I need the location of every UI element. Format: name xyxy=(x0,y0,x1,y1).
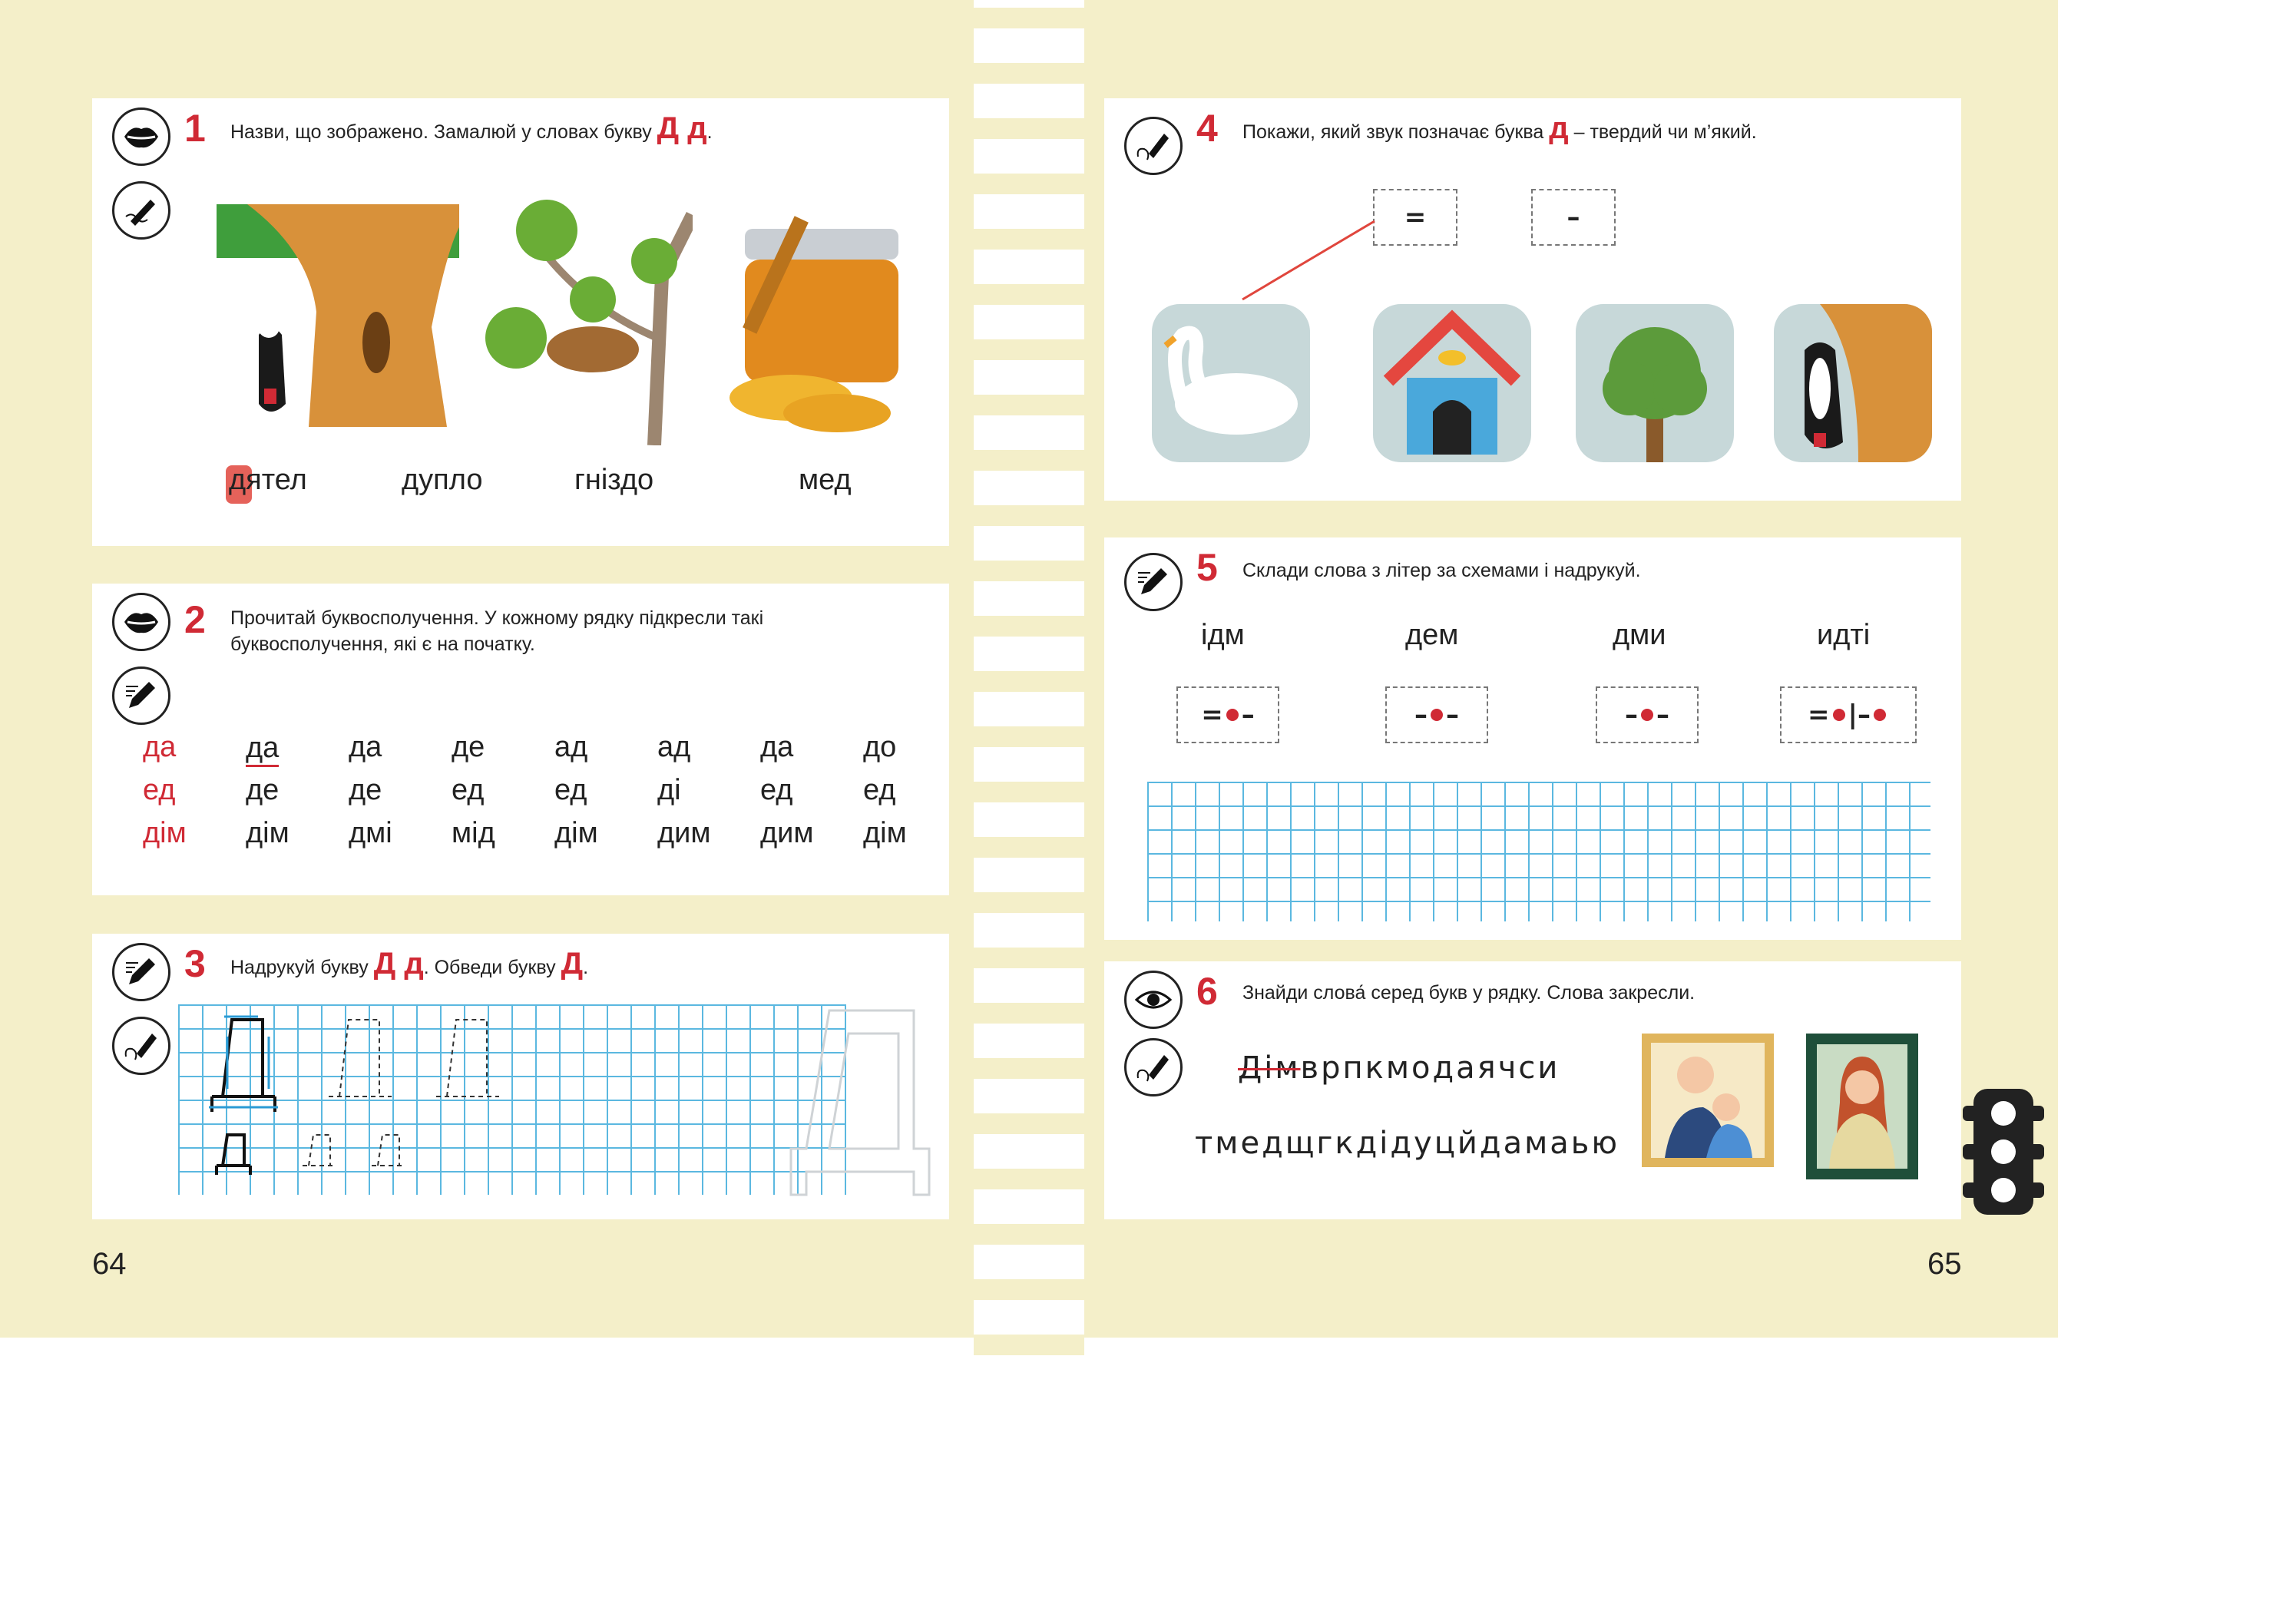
highlight-letters: Д д xyxy=(373,947,424,981)
exercise-2-card xyxy=(92,584,949,895)
sound-scheme: – – xyxy=(1385,686,1488,743)
instruction-line: Прочитай буквосполучення. У кожному рядку підкресли такі xyxy=(230,607,764,629)
syllable-cell[interactable]: ад xyxy=(554,731,588,763)
sound-scheme: = |– xyxy=(1780,686,1917,743)
syllable-cell[interactable]: дим xyxy=(657,817,711,849)
exercise-4-card xyxy=(1104,98,1961,501)
binding-stripe xyxy=(974,284,1084,305)
binding-stripe xyxy=(974,1169,1084,1189)
syllable-cell[interactable]: де xyxy=(452,731,485,763)
syllable-cell[interactable]: дмі xyxy=(349,817,392,849)
highlight-letter: д xyxy=(1549,111,1569,145)
syllable-cell[interactable]: дим xyxy=(760,817,814,849)
oak-tree-picture[interactable] xyxy=(1576,304,1734,462)
syllable-cell[interactable]: де xyxy=(349,774,382,806)
syllable-cell[interactable]: дім xyxy=(863,817,907,849)
pen-trace-icon xyxy=(1124,1038,1183,1096)
scheme-word: дми xyxy=(1613,619,1666,651)
binding-stripe xyxy=(974,229,1084,250)
woodpecker-tree-picture xyxy=(217,204,459,427)
sample-syllable: ед xyxy=(143,774,176,806)
binding-stripe xyxy=(974,561,1084,581)
exercise-number: 3 xyxy=(184,942,206,985)
sample-syllable: да xyxy=(143,731,177,763)
page-number-left: 64 xyxy=(92,1247,127,1281)
page-binding xyxy=(974,0,1084,1338)
letter-sample-strokes xyxy=(178,1004,846,1195)
binding-stripe xyxy=(974,1058,1084,1079)
binding-stripe xyxy=(974,1003,1084,1024)
exercise-number: 1 xyxy=(184,107,206,150)
exercise-6-card xyxy=(1104,961,1961,1219)
binding-stripe xyxy=(974,505,1084,526)
binding-stripe xyxy=(974,450,1084,471)
page-number-right: 65 xyxy=(1927,1247,1962,1281)
highlight-letters: Д д xyxy=(657,111,707,145)
instruction-text: – твердий чи м’який. xyxy=(1573,121,1757,143)
syllable-cell[interactable]: мід xyxy=(452,817,495,849)
instruction-dot: . xyxy=(583,957,589,978)
scheme-word: идті xyxy=(1817,619,1871,651)
eye-icon xyxy=(1124,971,1183,1029)
doghouse-picture[interactable] xyxy=(1373,304,1531,462)
syllable-cell[interactable]: до xyxy=(863,731,897,763)
binding-stripe xyxy=(974,339,1084,360)
grandpa-boy-portrait xyxy=(1642,1034,1774,1167)
binding-stripe xyxy=(974,616,1084,637)
syllable-table xyxy=(92,584,949,895)
sample-syllable: дім xyxy=(143,817,187,849)
exercise-instruction xyxy=(230,111,713,145)
picture-word: мед xyxy=(799,464,852,496)
exercise-number: 5 xyxy=(1196,546,1218,589)
binding-stripe xyxy=(974,671,1084,692)
binding-stripe xyxy=(974,1224,1084,1245)
syllable-cell[interactable]: да xyxy=(349,731,382,763)
picture-word: дупло xyxy=(402,464,483,496)
exercise-1-card xyxy=(92,98,949,546)
syllable-cell[interactable]: дім xyxy=(246,817,289,849)
struck-word[interactable]: Дім xyxy=(1238,1050,1301,1086)
traffic-light-icon xyxy=(1963,1089,2044,1215)
instruction-line: буквосполучення, які є на початку. xyxy=(230,633,535,655)
lips-icon xyxy=(112,107,170,166)
instruction-text: Покажи, який звук позначає буква xyxy=(1242,121,1544,143)
syllable-cell[interactable]: ед xyxy=(452,774,485,806)
syllable-cell[interactable]: ед xyxy=(760,774,793,806)
pencil-icon xyxy=(112,943,170,1001)
syllable-cell[interactable]: ед xyxy=(554,774,587,806)
letter-row xyxy=(1238,1050,1560,1086)
woman-portrait xyxy=(1806,1034,1918,1179)
highlight-letter: Д xyxy=(561,947,584,981)
nest-branch-picture xyxy=(470,184,693,445)
exercise-instruction xyxy=(230,947,589,981)
pen-trace-icon xyxy=(112,1017,170,1075)
binding-stripe xyxy=(974,1113,1084,1134)
syllable-cell[interactable]: ді xyxy=(657,774,681,806)
soft-sound-box[interactable]: – xyxy=(1531,189,1616,246)
exercise-number: 6 xyxy=(1196,970,1218,1013)
binding-stripe xyxy=(974,782,1084,802)
binding-stripe xyxy=(974,174,1084,194)
exercise-number: 2 xyxy=(184,598,206,641)
exercise-number: 4 xyxy=(1196,107,1218,150)
writing-grid[interactable] xyxy=(1147,782,1930,921)
scheme-word: ідм xyxy=(1201,619,1245,651)
woodpecker-picture[interactable] xyxy=(1774,304,1932,462)
instruction-dot: . xyxy=(706,121,713,143)
binding-stripe xyxy=(974,63,1084,84)
syllable-cell[interactable]: да xyxy=(246,731,279,767)
syllable-cell[interactable]: да xyxy=(760,731,794,763)
honey-jar-picture xyxy=(722,213,906,436)
hard-sound-box[interactable]: = xyxy=(1373,189,1457,246)
exercise-instruction: Склади слова з літер за схемами і надрукуй. xyxy=(1242,560,1641,581)
syllable-cell[interactable]: дім xyxy=(554,817,598,849)
picture-word: дятел xyxy=(229,464,307,497)
exercise-3-card xyxy=(92,934,949,1219)
syllable-cell[interactable]: ад xyxy=(657,731,691,763)
binding-stripe xyxy=(974,1279,1084,1300)
binding-stripe xyxy=(974,118,1084,139)
instruction-text: . Обведи букву xyxy=(423,957,556,978)
instruction-text: Назви, що зображено. Замалюй у словах букву xyxy=(230,121,652,143)
swan-picture[interactable] xyxy=(1152,304,1310,462)
sound-scheme: = – xyxy=(1176,686,1279,743)
binding-stripe xyxy=(974,892,1084,913)
pen-trace-icon xyxy=(112,181,170,240)
syllable-cell[interactable]: де xyxy=(246,774,280,806)
instruction-text: Надрукуй букву xyxy=(230,957,369,978)
binding-stripe xyxy=(974,837,1084,858)
binding-stripe xyxy=(974,948,1084,968)
scheme-word: дем xyxy=(1405,619,1459,651)
exercise-5-card xyxy=(1104,537,1961,940)
binding-stripe xyxy=(974,8,1084,28)
binding-stripe xyxy=(974,1335,1084,1355)
pencil-icon xyxy=(1124,553,1183,611)
sound-scheme: – – xyxy=(1596,686,1699,743)
row-letters[interactable]: врпкмодаячси xyxy=(1300,1050,1560,1086)
trace-big-letter[interactable] xyxy=(776,995,945,1202)
letter-row[interactable]: тмедщгкдідуцйдамаью xyxy=(1195,1126,1620,1161)
binding-stripe xyxy=(974,395,1084,415)
syllable-cell[interactable]: ед xyxy=(863,774,896,806)
exercise-instruction: Знайди слова́ серед букв у рядку. Слова закресли. xyxy=(1242,982,1696,1004)
binding-stripe xyxy=(974,726,1084,747)
picture-word: гніздо xyxy=(574,464,654,496)
